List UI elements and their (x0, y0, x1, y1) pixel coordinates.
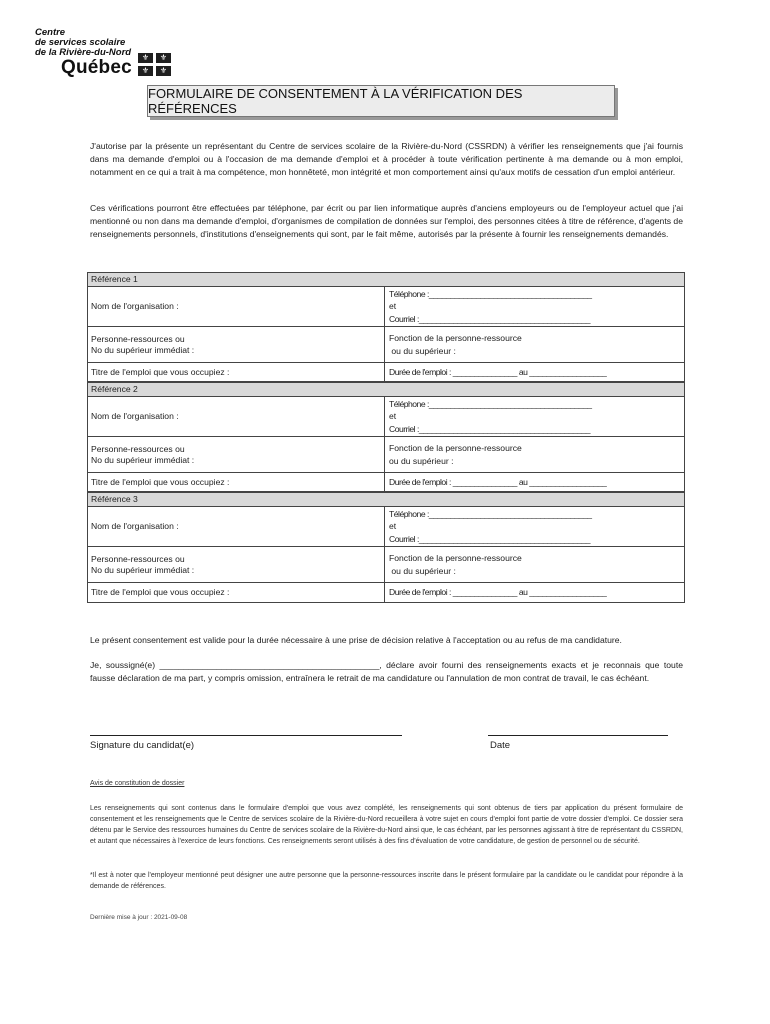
declaration-statement: Je, soussigné(e) ______________________________________________, déclare avoir fourni des renseignements exacts et je reconnais que toute fausse déclaration de ma part, y compris omission, entraînera le retrait de ma candidature ou l'annulation de mon contrat de travail, le cas échéant. (90, 660, 683, 683)
and-label: et (389, 521, 397, 532)
date-line[interactable] (488, 735, 668, 736)
logo-line-3: de la Rivière-du-Nord (35, 47, 132, 58)
contact-person-field[interactable] (88, 327, 385, 362)
date-label: Date (490, 740, 511, 751)
footnote: *Il est à noter que l'employeur mentionné peut désigner une autre personne que la personne-ressources inscrite dans le présent formulaire par la candidate ou le candidat pour répondre à la demande de références. (90, 872, 683, 890)
contact-info-field[interactable] (385, 507, 684, 546)
phone-field[interactable]: Téléphone :______________________________________ (389, 508, 592, 519)
reference-row-job (88, 473, 684, 492)
and-label: et (389, 411, 397, 422)
form-title: FORMULAIRE DE CONSENTEMENT À LA VÉRIFICATION DES RÉFÉRENCES (148, 86, 523, 116)
verification-paragraph: Ces vérifications pourront être effectuées par téléphone, par écrit ou par lien informatique auprès d'anciens employeurs ou de l'employeur actuel que j'ai mentionné ou non dans ma demande d'emploi, d'organismes de compilation de données sur l'emploi, des personnes citées à titre de référence, d'agents de renseignements personnels, d'institutions d'enseignements qui sont, par le fait même, autorisés par la présente à fournir les renseignements demandés. (90, 203, 683, 239)
job-title-label: Titre de l'emploi que vous occupiez : (91, 476, 230, 487)
contact-label-line1: Personne-ressources ou (91, 553, 185, 564)
logo-line-1: Centre (35, 27, 66, 38)
contact-person-field[interactable] (88, 547, 385, 582)
reference-row-organisation (88, 287, 684, 327)
employment-duration-field[interactable] (385, 583, 684, 602)
duration-label: Durée de l'emploi : _______________ au __________________ (389, 476, 607, 487)
contact-label-line2: No du supérieur immédiat : (91, 454, 195, 465)
phone-field[interactable]: Téléphone :______________________________________ (389, 398, 592, 409)
job-title-field[interactable] (88, 363, 385, 381)
reference-row-contact (88, 327, 684, 363)
email-field[interactable]: Courriel :________________________________________ (389, 423, 591, 434)
organisation-label: Nom de l'organisation : (91, 411, 179, 421)
quebec-flag-icon (138, 53, 172, 77)
function-label-line2: ou du supérieur : (389, 345, 456, 356)
organisation-name-field[interactable] (88, 287, 385, 326)
contact-label-line1: Personne-ressources ou (91, 443, 185, 454)
reference-header: Référence 3 (88, 492, 684, 507)
job-title-label: Titre de l'emploi que vous occupiez : (91, 366, 230, 377)
reference-row-job (88, 363, 684, 382)
fleur-de-lis-icon: ⚜ (138, 53, 153, 63)
organisation-name-field[interactable] (88, 397, 385, 436)
function-label-line1: Fonction de la personne-ressource (389, 333, 522, 343)
validity-statement: Le présent consentement est valide pour la durée nécessaire à une prise de décision relative à l'acceptation ou au refus de ma candidature. (90, 635, 622, 645)
function-label-line1: Fonction de la personne-ressource (389, 553, 522, 563)
employment-duration-field[interactable] (385, 473, 684, 491)
reference-header: Référence 1 (88, 273, 684, 287)
fleur-de-lis-icon: ⚜ (138, 66, 153, 76)
reference-row-organisation (88, 397, 684, 437)
job-title-field[interactable] (88, 473, 385, 491)
organisation-label: Nom de l'organisation : (91, 301, 179, 311)
signature-line[interactable] (90, 735, 402, 736)
fleur-de-lis-icon: ⚜ (156, 66, 171, 76)
contact-label-line1: Personne-ressources ou (91, 333, 185, 344)
notice-text: Les renseignements qui sont contenus dans le formulaire d'emploi que vous avez complété, les renseignements qui sont obtenus de tiers par application du présent formulaire de consentement et les renseignements que le Centre de services scolaire de la Rivière-du-Nord recueillera à votre sujet en cours d'emploi font partie de votre dossier d'emploi. Ce dossier sera détenu par le Service des ressources humaines du Centre de services scolaire de la Rivière-du-Nord ainsi que, le cas échéant, par les personnes agissant à titre de représentant du CSSRDN, et autant que nécessaires à l'exercice de leurs fonctions. Ces renseignements seront utilisés à des fins d'évaluation de votre candidature, de gestion de personnel ou de sécurité. (90, 805, 683, 845)
reference-header: Référence 2 (88, 382, 684, 397)
contact-label-line2: No du supérieur immédiat : (91, 564, 195, 575)
authorization-paragraph: J'autorise par la présente un représentant du Centre de services scolaire de la Rivière-du-Nord (CSSRDN) à vérifier les renseignements que j'ai fournis dans ma demande d'emploi ou à l'occasion de ma demande d'emploi et à procéder à toute vérification pertinente à ma demande ou à mon emploi, notamment en ce qui a trait à ma compétence, mon honnêteté, mon intégrité et mon comportement ainsi qu'aux motifs de cessation d'un emploi antérieur. (90, 141, 683, 177)
job-title-label: Titre de l'emploi que vous occupiez : (91, 587, 230, 597)
logo-line-2: de services scolaire (35, 37, 126, 48)
employment-duration-field[interactable] (385, 363, 684, 381)
function-label-line1: Fonction de la personne-ressource (389, 443, 522, 453)
duration-label: Durée de l'emploi : _______________ au __________________ (389, 587, 607, 598)
contact-function-field[interactable] (385, 437, 684, 472)
organisation-name-field[interactable] (88, 507, 385, 546)
last-update-footer: Dernière mise à jour : 2021-09-08 (90, 914, 188, 921)
contact-person-field[interactable] (88, 437, 385, 472)
and-label: et (389, 301, 397, 312)
function-label-line2: ou du supérieur : (389, 565, 456, 576)
notice-title: Avis de constitution de dossier (90, 780, 185, 787)
references-table (87, 272, 685, 603)
job-title-field[interactable] (88, 583, 385, 602)
contact-info-field[interactable] (385, 397, 684, 436)
phone-field[interactable]: Téléphone :______________________________________ (389, 288, 592, 299)
contact-label-line2: No du supérieur immédiat : (91, 344, 195, 355)
reference-row-contact (88, 437, 684, 473)
reference-row-organisation (88, 507, 684, 547)
signature-label: Signature du candidat(e) (90, 740, 195, 751)
contact-function-field[interactable] (385, 327, 684, 362)
contact-function-field[interactable] (385, 547, 684, 582)
organisation-label: Nom de l'organisation : (91, 521, 179, 531)
function-label-line2: ou du supérieur : (389, 455, 454, 466)
email-field[interactable]: Courriel :________________________________________ (389, 313, 591, 324)
email-field[interactable]: Courriel :________________________________________ (389, 533, 591, 544)
form-title-box (147, 85, 615, 117)
reference-row-job (88, 583, 684, 602)
fleur-de-lis-icon: ⚜ (156, 53, 171, 63)
reference-row-contact (88, 547, 684, 583)
cssrdn-quebec-logo (35, 27, 168, 78)
duration-label: Durée de l'emploi : _______________ au __________________ (389, 366, 607, 377)
logo-quebec-wordmark: Québec (61, 57, 132, 78)
contact-info-field[interactable] (385, 287, 684, 326)
